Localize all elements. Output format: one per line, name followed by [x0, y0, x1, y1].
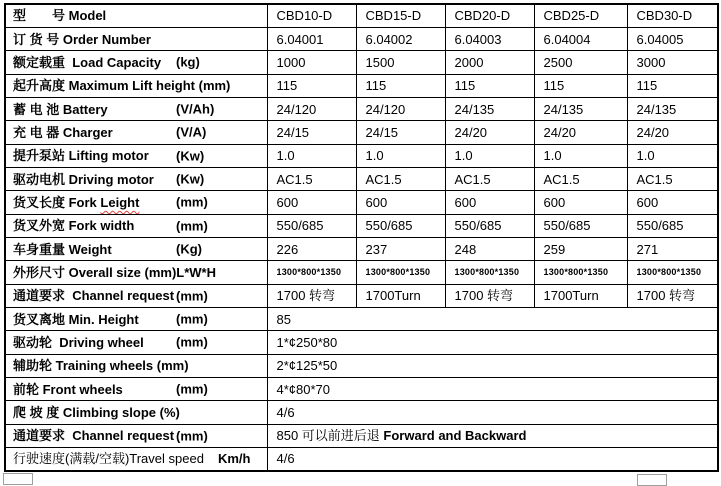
spec-value-cell: 237 [356, 237, 445, 260]
spec-label-cell [5, 401, 267, 424]
spec-label-text: 货叉离地 Min. Height [13, 311, 139, 327]
spec-value-cell: CBD30-D [627, 4, 718, 27]
spec-table-body [5, 4, 718, 471]
spec-label-text: 行驶速度(满载/空载)Travel speed [13, 451, 204, 467]
spec-value-cell: 24/135 [627, 97, 718, 120]
spec-value-cell: 2*¢125*50 [267, 354, 718, 377]
spec-value-cell: 1500 [356, 51, 445, 74]
spec-value-cell: 550/685 [534, 214, 627, 237]
spec-value-cell: 115 [356, 74, 445, 97]
spec-label-text: 货叉长度 Fork Leight [13, 194, 140, 210]
table-row [5, 167, 718, 190]
spec-label-text: 充 电 器 Charger [13, 124, 113, 140]
spec-value-cell: 1300*800*1350 [356, 261, 445, 284]
table-row [5, 448, 718, 471]
spec-value-cell: 1.0 [627, 144, 718, 167]
spec-label-cell [5, 4, 267, 27]
spec-value-cell: 1.0 [534, 144, 627, 167]
spec-value-cell: 248 [445, 237, 534, 260]
spec-value-cell: 6.04004 [534, 27, 627, 50]
spec-value-cell: 1700Turn [534, 284, 627, 307]
spec-label-cell [5, 284, 267, 307]
table-row [5, 74, 718, 97]
spec-value-cell: CBD10-D [267, 4, 356, 27]
spec-value-cell: 6.04002 [356, 27, 445, 50]
table-row [5, 307, 718, 330]
unit-label: (Kw) [176, 148, 205, 164]
spec-label-text: 货叉外宽 Fork width [13, 218, 135, 234]
spec-label-cell [5, 121, 267, 144]
table-row [5, 354, 718, 377]
spec-value-cell: 115 [445, 74, 534, 97]
spec-value-cell: 1*¢250*80 [267, 331, 718, 354]
spec-value-cell: 1.0 [445, 144, 534, 167]
table-row [5, 214, 718, 237]
table-row [5, 331, 718, 354]
unit-label: (V/Ah) [176, 101, 215, 117]
spec-value-cell: 2500 [534, 51, 627, 74]
unit-label: (mm) [176, 334, 208, 350]
unit-label: (V/A) [176, 124, 207, 140]
spec-value-cell: 24/20 [534, 121, 627, 144]
spec-value-cell: 1700 转弯 [267, 284, 356, 307]
spec-value-cell: 2000 [445, 51, 534, 74]
spec-label-cell [5, 261, 267, 284]
unit-label: (mm) [176, 194, 208, 210]
spec-label-text: 辅助轮 Training wheels (mm) [13, 358, 189, 374]
spec-label-cell [5, 237, 267, 260]
table-row [5, 261, 718, 284]
spec-label-cell [5, 51, 267, 74]
spec-value-cell: 600 [534, 191, 627, 214]
unit-label: (mm) [176, 288, 208, 304]
spec-label-cell [5, 378, 267, 401]
spec-label-text: 订 货 号 Order Number [13, 31, 151, 47]
spec-value-cell: CBD25-D [534, 4, 627, 27]
spec-label-text: 蓄 电 池 Battery [13, 101, 108, 117]
unit-label: (kg) [176, 54, 200, 70]
table-row [5, 121, 718, 144]
spec-value-cell: AC1.5 [445, 167, 534, 190]
table-row [5, 237, 718, 260]
spec-label-text: 驱动电机 Driving motor [13, 171, 154, 187]
spec-value-cell: 550/685 [267, 214, 356, 237]
spec-value-cell: AC1.5 [356, 167, 445, 190]
spec-value-cell: 1.0 [356, 144, 445, 167]
spec-value-cell: 24/15 [356, 121, 445, 144]
unit-label: (mm) [176, 311, 208, 327]
spec-value-cell: 1.0 [267, 144, 356, 167]
spec-value-cell: 24/20 [627, 121, 718, 144]
value-text-bold: Forward and Backward [383, 428, 527, 444]
spec-value-cell: 1300*800*1350 [267, 261, 356, 284]
spec-value-cell: 600 [267, 191, 356, 214]
spec-value-cell: 24/15 [267, 121, 356, 144]
spec-value-cell: 271 [627, 237, 718, 260]
spec-value-cell: 550/685 [445, 214, 534, 237]
spec-value-cell [267, 424, 718, 447]
spec-value-cell: 115 [267, 74, 356, 97]
spec-value-cell: 24/135 [534, 97, 627, 120]
table-row [5, 401, 718, 424]
spec-value-cell: 85 [267, 307, 718, 330]
spec-value-cell: 1000 [267, 51, 356, 74]
spec-label-cell [5, 214, 267, 237]
spec-label-cell [5, 144, 267, 167]
spec-label-text: 通道要求 Channel request [13, 288, 175, 304]
spec-value-cell: 4*¢80*70 [267, 378, 718, 401]
spec-value-cell: 4/6 [267, 401, 718, 424]
cropped-element-bottom-right [637, 474, 667, 486]
spec-label-text: 前轮 Front wheels [13, 381, 123, 397]
spec-value-cell: 6.04001 [267, 27, 356, 50]
spec-label-cell [5, 354, 267, 377]
spec-value-cell: AC1.5 [267, 167, 356, 190]
spec-label-text: 爬 坡 度 Climbing slope (%) [13, 405, 180, 421]
spec-label-text: 起升高度 Maximum Lift height (mm) [13, 78, 231, 94]
table-row [5, 4, 718, 27]
unit-label: (Kw) [176, 171, 205, 187]
spec-value-cell: 550/685 [356, 214, 445, 237]
spec-value-cell: 3000 [627, 51, 718, 74]
spec-value-cell: 1300*800*1350 [627, 261, 718, 284]
spec-label-cell [5, 331, 267, 354]
table-row [5, 51, 718, 74]
unit-label: (mm) [176, 381, 208, 397]
spec-value-cell: 24/120 [267, 97, 356, 120]
table-row [5, 424, 718, 447]
spec-value-cell: 1300*800*1350 [534, 261, 627, 284]
unit-label: (mm) [176, 428, 208, 444]
spec-value-cell: 226 [267, 237, 356, 260]
spec-label-cell [5, 424, 267, 447]
spec-label-text: 车身重量 Weight [13, 241, 112, 257]
unit-label: (Kg) [176, 241, 202, 257]
table-row [5, 97, 718, 120]
spec-value-cell: 115 [534, 74, 627, 97]
value-text: 850 可以前进后退 [276, 428, 384, 444]
spec-label-text: 型 号 Model [13, 8, 107, 24]
spec-value-cell: 259 [534, 237, 627, 260]
spec-value-cell: 1700Turn [356, 284, 445, 307]
table-row [5, 144, 718, 167]
spec-label-cell [5, 27, 267, 50]
unit-label: Km/h [217, 451, 251, 467]
spec-label-cell [5, 191, 267, 214]
spec-label-cell [5, 97, 267, 120]
spec-value-cell: 600 [356, 191, 445, 214]
spec-value-cell: 24/135 [445, 97, 534, 120]
table-row [5, 27, 718, 50]
spec-label-text: 外形尺寸 Overall size (mm)L*W*H [13, 264, 216, 280]
spec-value-cell: 24/20 [445, 121, 534, 144]
spec-value-cell: 115 [627, 74, 718, 97]
spec-value-cell: 1700 转弯 [627, 284, 718, 307]
spec-value-cell: AC1.5 [534, 167, 627, 190]
cropped-element-bottom-left [3, 473, 33, 485]
spec-value-cell: 1300*800*1350 [445, 261, 534, 284]
spec-value-cell: CBD15-D [356, 4, 445, 27]
spec-label-text: 额定载重 Load Capacity [13, 54, 162, 70]
spec-label-text: 驱动轮 Driving wheel [13, 334, 144, 350]
spec-label-cell [5, 167, 267, 190]
spec-label-text: 提升泵站 Lifting motor [13, 148, 149, 164]
table-row [5, 191, 718, 214]
spec-value-cell: 600 [445, 191, 534, 214]
spec-value-cell: 6.04005 [627, 27, 718, 50]
spec-value-cell: 1700 转弯 [445, 284, 534, 307]
spec-value-cell: AC1.5 [627, 167, 718, 190]
spec-value-cell: 550/685 [627, 214, 718, 237]
table-row [5, 378, 718, 401]
spec-label-text: 通道要求 Channel request [13, 428, 175, 444]
spec-value-cell: 600 [627, 191, 718, 214]
spec-value-cell: CBD20-D [445, 4, 534, 27]
spec-value-cell: 24/120 [356, 97, 445, 120]
table-row [5, 284, 718, 307]
spec-label-cell [5, 74, 267, 97]
spec-label-cell [5, 448, 267, 471]
spec-value-cell: 4/6 [267, 448, 718, 471]
spec-table [4, 3, 719, 472]
misspelled-word-squiggle: Leight [100, 194, 140, 210]
spec-value-cell: 6.04003 [445, 27, 534, 50]
unit-label: (mm) [176, 218, 208, 234]
spec-label-cell [5, 307, 267, 330]
